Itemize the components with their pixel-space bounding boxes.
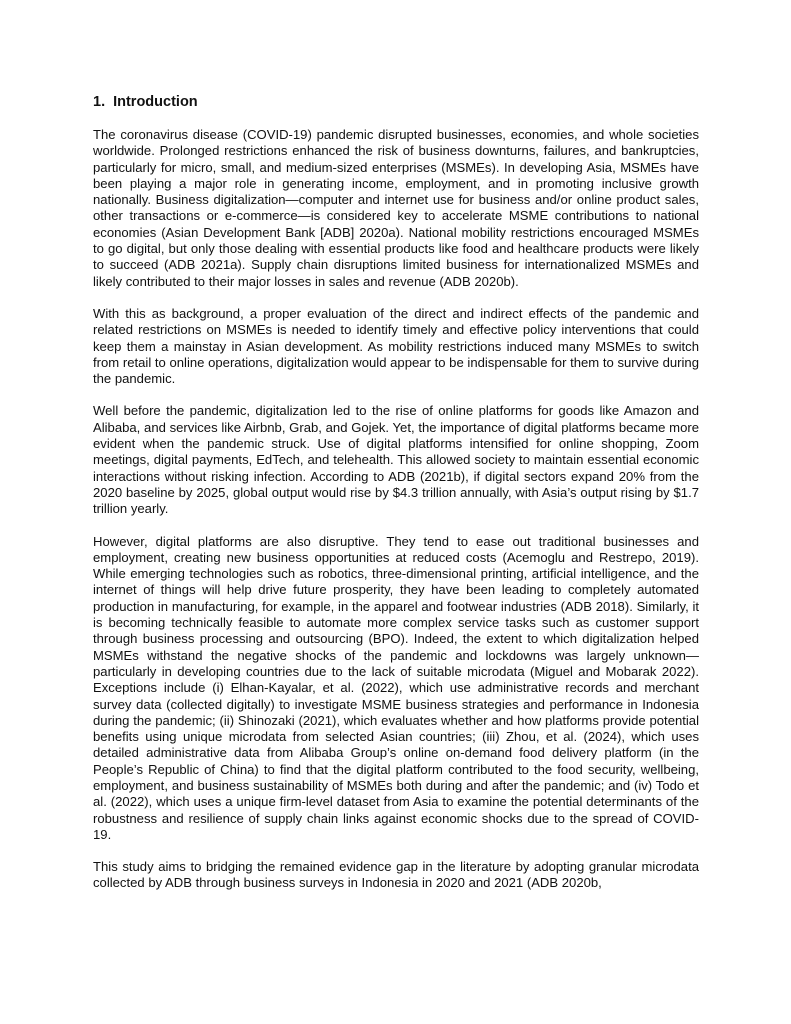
paragraph-1: The coronavirus disease (COVID-19) pandemic disrupted businesses, economies, and whole societies worldwide. Prolonged restrictions enhanced the risk of business downturns, failures, and bankruptcies, particularly for micro, small, and medium-sized enterprises (MSMEs). In developing Asia, MSMEs have been playing a major role in generating income, employment, and in promoting inclusive growth nationally. Business digitalization—computer and internet use for business and/or online product sales, other transactions or e-commerce—is considered key to accelerate MSME contributions to national economies (Asian Development Bank [ADB] 2020a). National mobility restrictions encouraged MSMEs to go digital, but only those dealing with essential products like food and healthcare products were likely to succeed (ADB 2021a). Supply chain disruptions limited business for internationalized MSMEs and likely contributed to their major losses in sales and revenue (ADB 2020b).: [93, 127, 699, 289]
paragraph-3: Well before the pandemic, digitalization led to the rise of online platforms for goods like Amazon and Alibaba, and services like Airbnb, Grab, and Gojek. Yet, the importance of digital platforms became more evident when the pandemic struck. Use of digital platforms intensified for online shopping, Zoom meetings, digital payments, EdTech, and telehealth. This allowed society to maintain essential economic interactions without risking infection. According to ADB (2021b), if digital sectors expand 20% from the 2020 baseline by 2025, global output would rise by $4.3 trillion annually, with Asia’s output rising by $1.7 trillion yearly.: [93, 403, 699, 517]
paragraph-4: However, digital platforms are also disruptive. They tend to ease out traditional businesses and employment, creating new business opportunities at reduced costs (Acemoglu and Restrepo, 2019). While emerging technologies such as robotics, three-dimensional printing, artificial intelligence, and the internet of things will help drive future prosperity, they have been leading to completely automated production in manufacturing, for example, in the apparel and footwear industries (ADB 2018). Similarly, it is becoming technically feasible to automate more complex service tasks such as customer support through business processing and outsourcing (BPO). Indeed, the extent to which digitalization helped MSMEs withstand the negative shocks of the pandemic and lockdowns was largely unknown—particularly in developing countries due to the lack of suitable microdata (Miguel and Mobarak 2022). Exceptions include (i) Elhan-Kayalar, et al. (2022), which use administrative records and merchant survey data (collected digitally) to investigate MSME business strategies and performance in Indonesia during the pandemic; (ii) Shinozaki (2021), which evaluates whether and how platforms provide potential benefits using unique microdata from selected Asian countries; (iii) Zhou, et al. (2024), which uses detailed administrative data from Alibaba Group’s online on-demand food delivery platform (in the People’s Republic of China) to find that the digital platform contributed to the food security, wellbeing, employment, and business sustainability of MSMEs both during and after the pandemic; and (iv) Todo et al. (2022), which uses a unique firm-level dataset from Asia to examine the potential determinants of the robustness and resilience of supply chain links against economic shocks due to the spread of COVID-19.: [93, 533, 699, 842]
section-heading: [93, 93, 699, 111]
paragraph-5: This study aims to bridging the remained evidence gap in the literature by adopting granular microdata collected by ADB through business surveys in Indonesia in 2020 and 2021 (ADB 2020b,: [93, 859, 699, 891]
paragraph-2: With this as background, a proper evaluation of the direct and indirect effects of the pandemic and related restrictions on MSMEs is needed to identify timely and effective policy interventions that could keep them a mainstay in Asian development. As mobility restrictions induced many MSMEs to switch from retail to online operations, digitalization would appear to be indispensable for them to survive during the pandemic.: [93, 305, 699, 387]
document-page: [93, 93, 699, 908]
section-number: 1.: [93, 94, 106, 110]
section-title: Introduction: [113, 94, 198, 110]
